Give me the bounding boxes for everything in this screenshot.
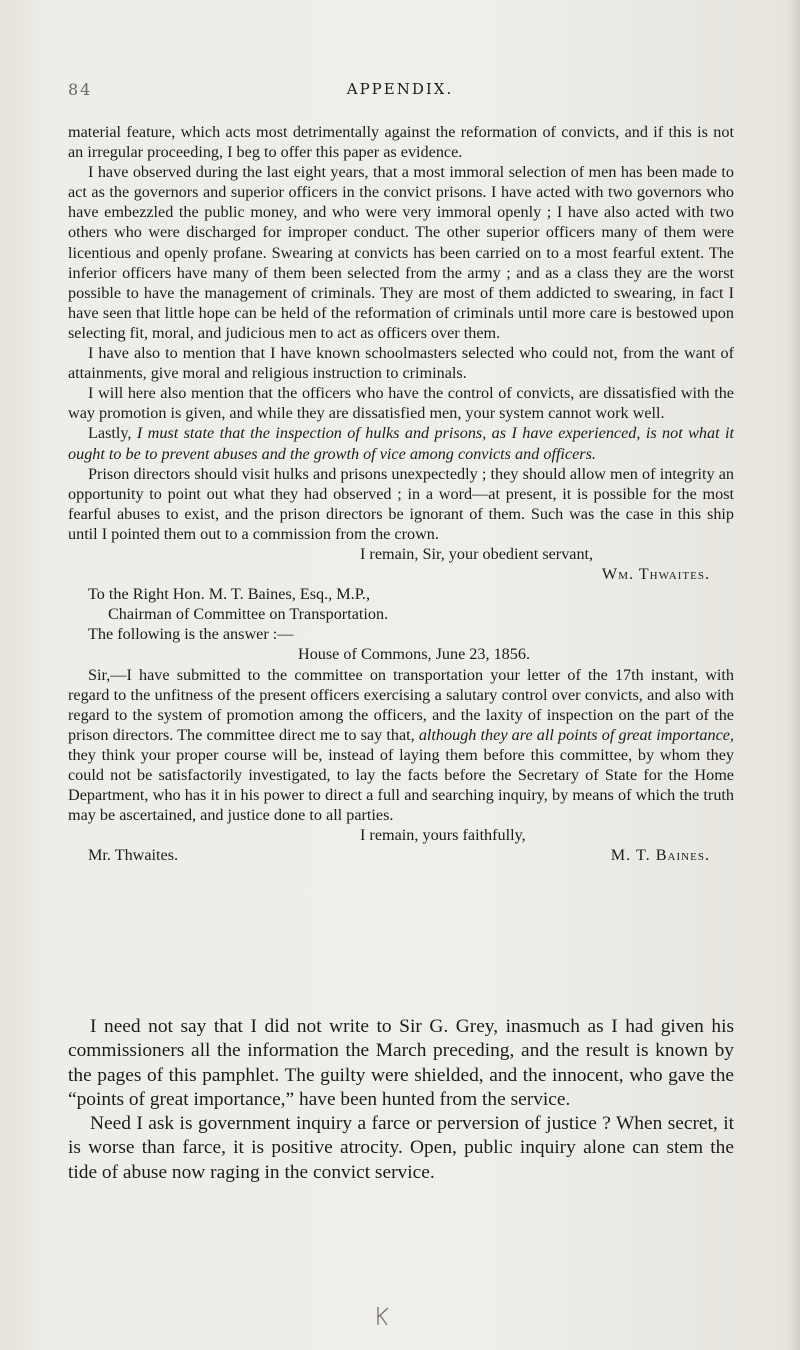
author-commentary <box>68 1015 734 1185</box>
paragraph-lastly <box>68 423 734 463</box>
answer-body-part2: they think your proper course will be, instead of laying them before this committee, by whom they could not be satisfactorily investigated, to lay the facts before the Secretary of State for the Home Department, who has it in his power to direct a full and searching inquiry, by means of which the truth may be ascertained, and justice done to all parties. <box>68 745 734 825</box>
closing-remain: I remain, Sir, your obedient servant, <box>360 544 594 563</box>
address-line-1: To the Right Hon. M. T. Baines, Esq., M.P., <box>88 585 371 604</box>
page-number: 84 <box>68 80 93 99</box>
answer-intro: The following is the answer :— <box>88 625 294 644</box>
page-edge-shadow <box>786 0 800 1350</box>
answer-body <box>68 665 734 826</box>
letter-text <box>68 122 734 865</box>
addressee-thwaites: Mr. Thwaites. <box>88 846 179 865</box>
running-head <box>60 80 740 100</box>
commentary-paragraph-1: I need not say that I did not write to Sir G. Grey, inasmuch as I had given his commissioners all the information the March preceding, and the result is known by the pages of this pamphlet. The guilty were shielded, and the innocent, who gave the “points of great importance,” have been hunted from the service. <box>68 1016 734 1110</box>
paragraph-prison-directors: Prison directors should visit hulks and prisons unexpectedly ; they should allow men of integrity an opportunity to point out what they had observed ; in a word—at present, it is possible for the most fearful abuses to exist, and the prison directors be ignorant of them. Such was the case in this ship until I pointed them out to a commission from the crown. <box>68 464 734 543</box>
paragraph-immoral-selection: I have observed during the last eight years, that a most immoral selection of men has been made to act as the governors and superior officers in the convict prisons. I have acted with two governors who have embezzled the public money, and who were very immoral openly ; I have also acted with two others who were discharged for improper conduct. The other superior officers many of them were licentious and openly profane. Swearing at convicts has been carried on to a most fearful extent. The inferior officers have many of them been selected from the army ; and as a class they are the worst possible to have the management of criminals. They are most of them addicted to swearing, in fact I have seen that little hope can be held of the reformation of criminals until more care is bestowed upon selecting fit, moral, and judicious men to act as officers over them. <box>68 163 734 342</box>
paragraph-promotion: I will here also mention that the officers who have the control of convicts, are dissatisfied with the way promotion is given, and while they are dissatisfied men, your system cannot work well. <box>68 384 734 423</box>
signature-thwaites: Wm. Thwaites. <box>601 565 710 584</box>
closing-line-2 <box>68 845 734 865</box>
answer-body-italic: although they are all points of great importance, <box>418 725 734 744</box>
signature-baines: M. T. Baines. <box>610 846 710 865</box>
closing-remain-2: I remain, yours faithfully, <box>360 826 526 845</box>
paragraph-schoolmasters: I have also to mention that I have known schoolmasters selected who could not, from the want of attainments, give moral and religious instruction to criminals. <box>68 344 734 383</box>
answer-body-part1: Sir,—I have submitted to the committee on transportation your letter of the 17th instant, with regard to the unfitness of the present officers exercising a salutary control over convicts, and also with regard to the system of promotion among the officers, and the laxity of inspection on the part of the prison directors. The committee direct me to say that, <box>68 665 734 744</box>
lastly-italic: I must state that the inspection of hulks and prisons, as I have experienced, is not what it ought to be to prevent abuses and the growth of vice among convicts and officers. <box>68 424 734 463</box>
lastly-lead: Lastly, <box>88 424 137 443</box>
running-head-title: APPENDIX. <box>346 80 454 98</box>
pencil-mark-icon <box>375 1305 391 1327</box>
answer-dateline: House of Commons, June 23, 1856. <box>298 645 531 664</box>
paragraph-continuation: material feature, which acts most detrimentally against the reformation of convicts, and if this is not an irregular proceeding, I beg to offer this paper as evidence. <box>68 123 734 162</box>
commentary-paragraph-2: Need I ask is government inquiry a farce or perversion of justice ? When secret, it is worse than farce, it is positive atrocity. Open, public inquiry alone can stem the tide of abuse now raging in the convict service. <box>68 1113 734 1183</box>
address-line-2: Chairman of Committee on Transportation. <box>108 605 389 624</box>
